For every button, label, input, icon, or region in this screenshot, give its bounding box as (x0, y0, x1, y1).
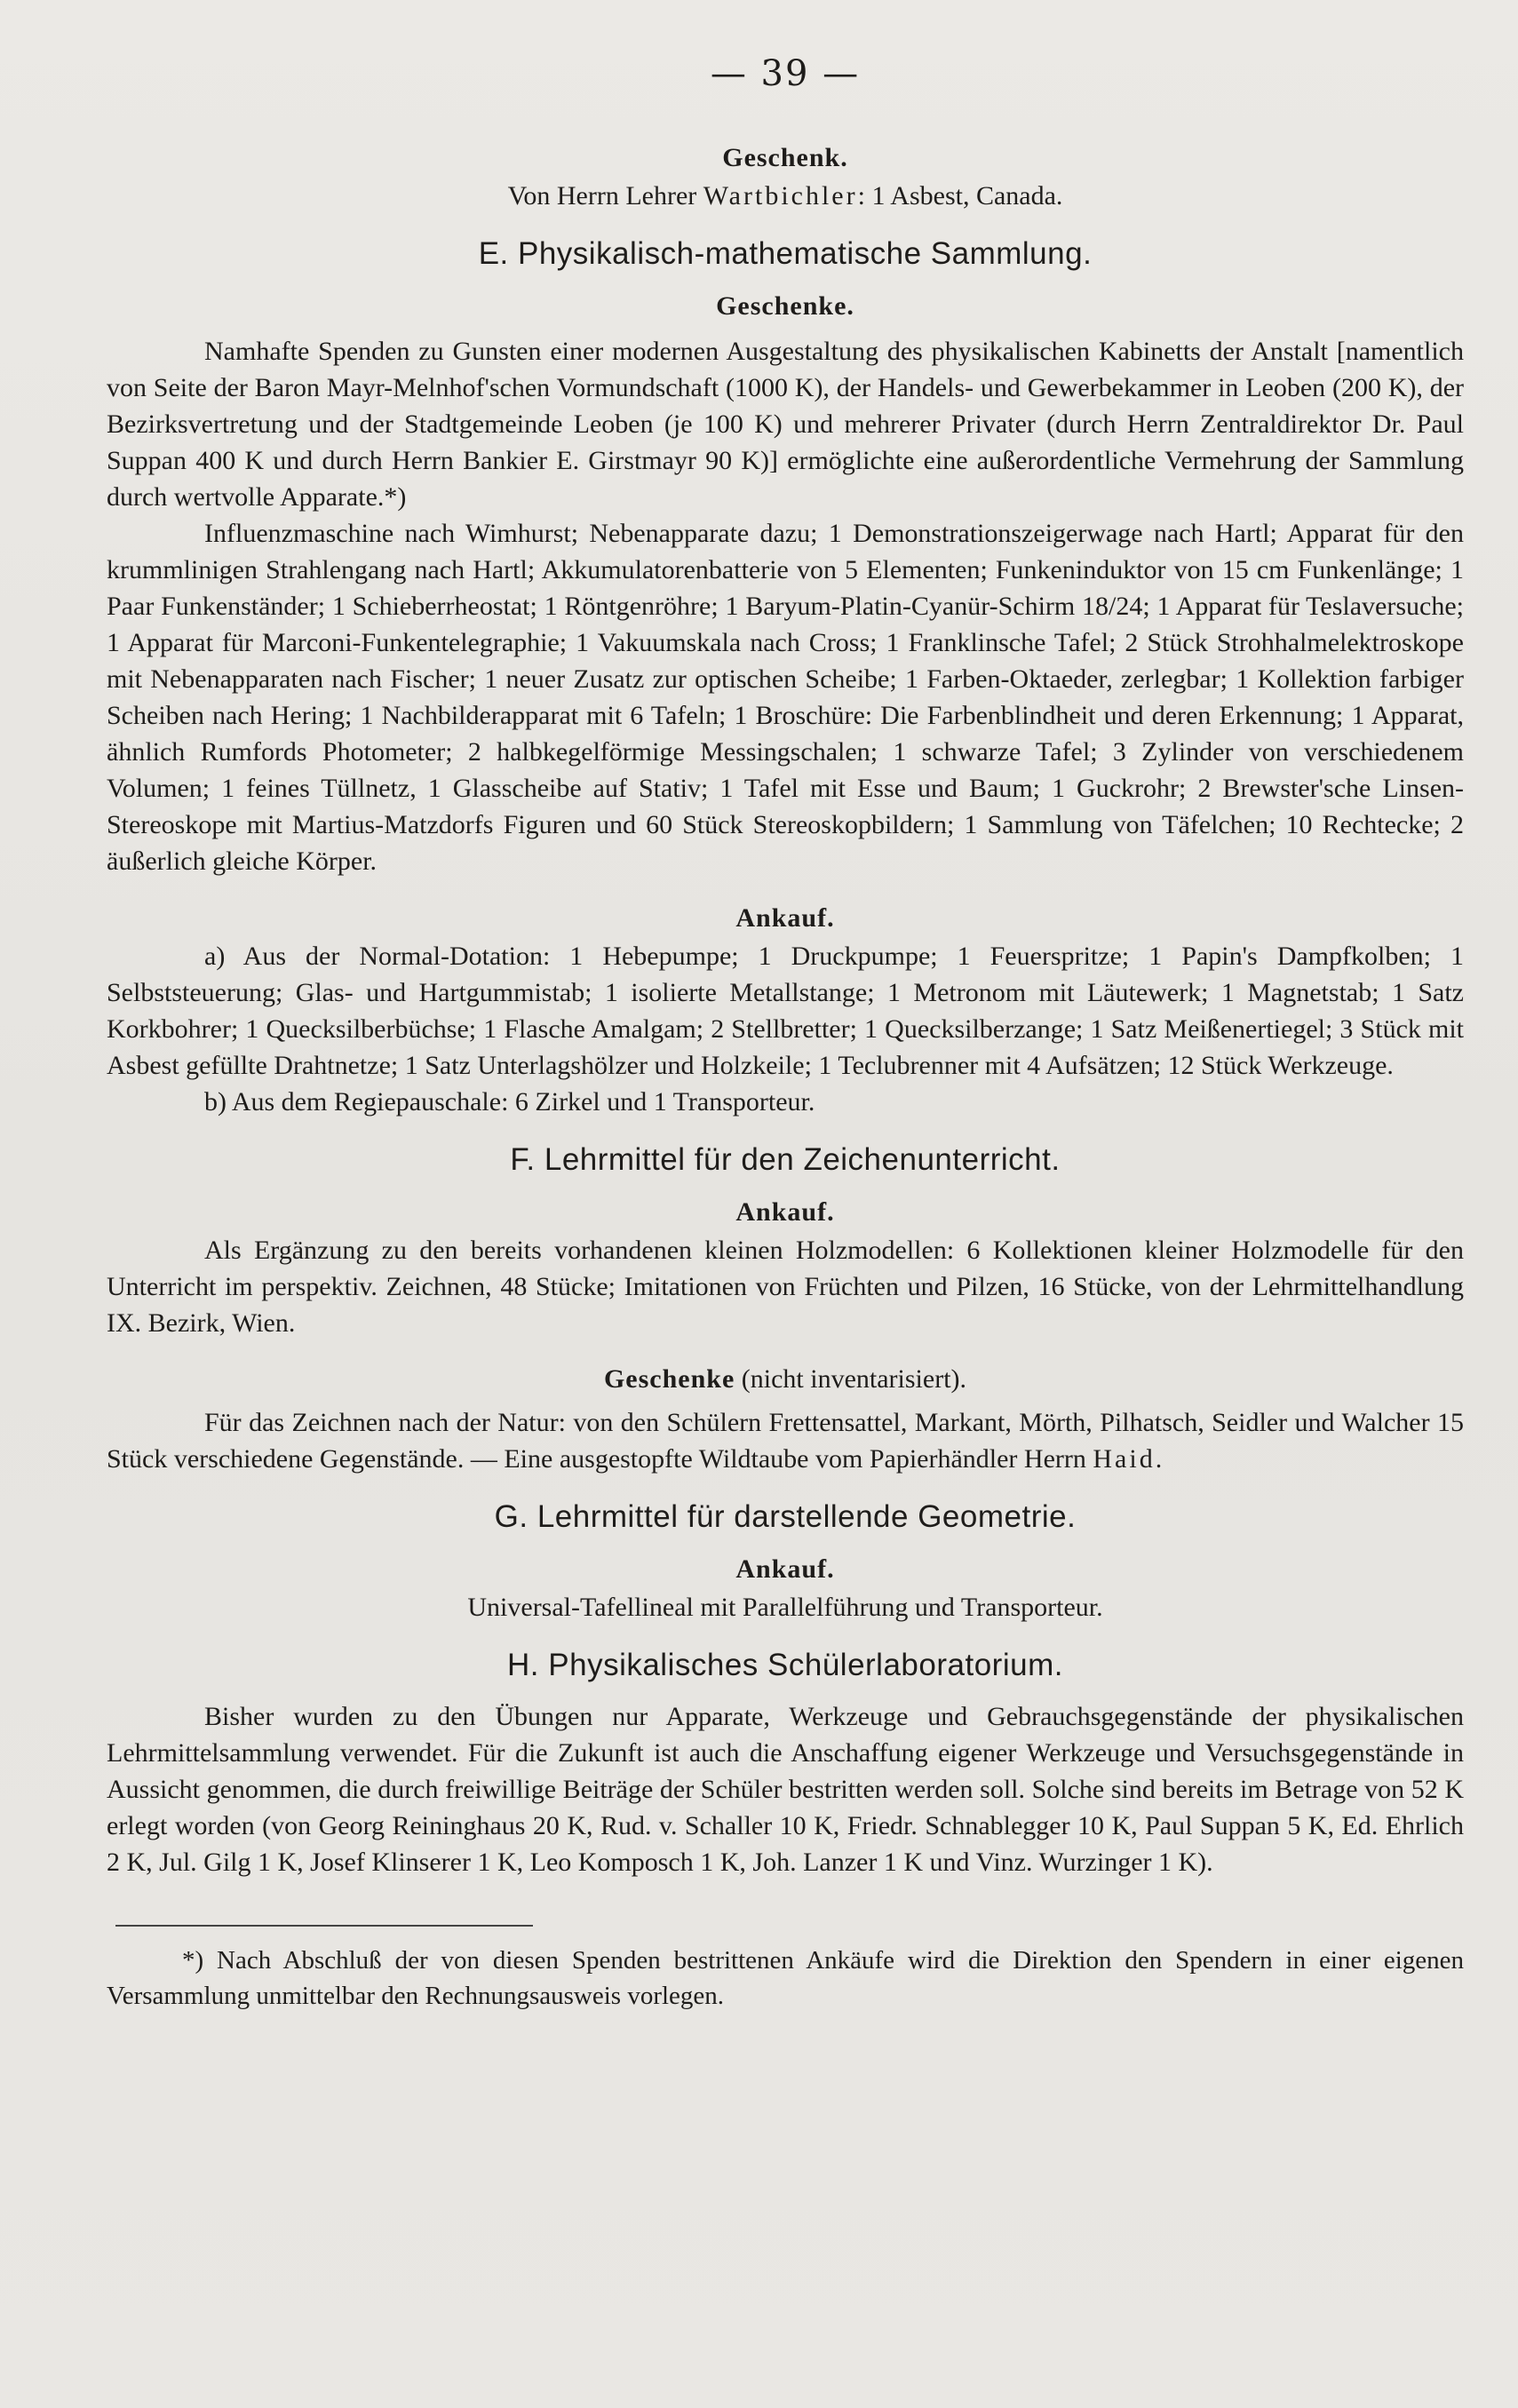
section-e-para2: Influenzmaschine nach Wimhurst; Nebenapparate dazu; 1 Demonstrationszeigerwage nach Hartl; Apparat für den krummlinigen Strahlengang nach Hartl; Akkumulatorenbatterie von 5 Elementen; Funkeninduktor von 15 cm Funkenlänge; 1 Paar Funkenständer; 1 Schieberrheostat; 1 Röntgenröhre; 1 Baryum-Platin-Cyanür-Schirm 18/24; 1 Apparat für Teslaversuche; 1 Apparat für Marconi-Funkentelegraphie; 1 Vakuumskala nach Cross; 1 Franklinsche Tafel; 2 Stück Strohhalmelektroskope mit Nebenapparaten nach Fischer; 1 neuer Zusatz zur optischen Scheibe; 1 Farben-Oktaeder, zerlegbar; 1 Kollektion farbiger Scheiben nach Hering; 1 Nachbilderapparat mit 6 Tafeln; 1 Broschüre: Die Farbenblindheit und deren Erkennung; 1 Apparat, ähnlich Rumfords Photometer; 2 halbkegelförmige Messingschalen; 1 schwarze Tafel; 3 Zylinder von verschiedenem Volumen; 1 feines Tüllnetz, 1 Glasscheibe auf Stativ; 1 Tafel mit Esse und Baum; 1 Guckrohr; 2 Brewster'sche Linsen-Stereoskope mit Martius-Matzdorfs Figuren und 60 Stück Stereoskopbildern; 1 Sammlung von Täfelchen; 10 Rechtecke; 2 äußerlich gleiche Körper. (107, 519, 1464, 876)
section-e-ankauf-b: b) Aus dem Regiepauschale: 6 Zirkel und 1 Transporteur. (204, 1087, 815, 1117)
page-number: — 39 — (710, 53, 861, 94)
section-g-ankauf-text: Universal-Tafellineal mit Parallelführung und Transporteur. (467, 1593, 1103, 1622)
geschenk-prefix: Von Herrn Lehrer (507, 181, 703, 211)
donor-name-haid: Haid (1093, 1444, 1156, 1474)
section-e-ankauf-heading: Ankauf. (735, 903, 835, 933)
section-g-ankauf-heading: Ankauf. (735, 1554, 835, 1584)
footnote: *) Nach Abschluß der von diesen Spenden bestrittenen Ankäufe wird die Direktion den Spendern in einer eigenen Versammlung unmittelbar den Rechnungsausweis vorlegen. (107, 1946, 1464, 2010)
section-f-geschenke-heading: Geschenke (603, 1364, 735, 1394)
section-f-title: F. Lehrmittel für den Zeichenunterricht. (510, 1142, 1061, 1177)
section-f-geschenke-suffix: . (1155, 1444, 1163, 1474)
donor-name-wartbichler: Wartbichler (703, 181, 858, 211)
section-f-ankauf-heading: Ankauf. (735, 1197, 835, 1227)
section-h-title: H. Physikalisches Schülerlaboratorium. (507, 1648, 1063, 1682)
geschenk-heading: Geschenk. (722, 143, 848, 172)
section-f-ankauf-text: Als Ergänzung zu den bereits vorhandenen kleinen Holzmodellen: 6 Kollektionen kleiner Holzmodelle für den Unterricht im perspektiv. Zeichnen, 48 Stücke; Imitationen von Früchten und Pilzen, 16 Stücke, von der Lehrmittelhandlung IX. Bezirk, Wien. (107, 1236, 1464, 1338)
section-e-ankauf-a: a) Aus der Normal-Dotation: 1 Hebepumpe; 1 Druckpumpe; 1 Feuerspritze; 1 Papin's Dampfkolben; 1 Selbststeuerung; Glas- und Hartgummistab; 1 isolierte Metallstange; 1 Metronom mit Läutewerk; 1 Magnetstab; 1 Satz Korkbohrer; 1 Quecksilberbüchse; 1 Flasche Amalgam; 2 Stellbretter; 1 Quecksilberzange; 1 Satz Meißenertiegel; 3 Stück mit Asbest gefüllte Drahtnetze; 1 Satz Unterlagshölzer und Holzkeile; 1 Teclubrenner mit 4 Aufsätzen; 12 Stück Werkzeuge. (107, 942, 1464, 1080)
section-e-title: E. Physikalisch-mathematische Sammlung. (478, 236, 1093, 271)
section-h-text: Bisher wurden zu den Übungen nur Apparate, Werkzeuge und Gebrauchsgegenstände der physikalischen Lehrmittelsammlung verwendet. Für die Zukunft ist auch die Anschaffung eigener Werkzeuge und Versuchsgegenstände in Aussicht genommen, die durch freiwillige Beiträge der Schüler bestritten werden soll. Solche sind bereits im Betrage von 52 K erlegt worden (von Georg Reininghaus 20 K, Rud. v. Schaller 10 K, Friedr. Schnablegger 10 K, Paul Suppan 5 K, Ed. Ehrlich 2 K, Jul. Gilg 1 K, Josef Klinserer 1 K, Leo Komposch 1 K, Joh. Lanzer 1 K und Vinz. Wurzinger 1 K). (107, 1702, 1464, 1877)
section-e-geschenke-heading: Geschenke. (716, 291, 854, 321)
text-column (107, 53, 1464, 2014)
footnote-divider (115, 1925, 533, 1927)
section-f-geschenke-note: (nicht inventarisiert). (735, 1364, 967, 1394)
geschenk-line (107, 178, 1464, 214)
section-f-geschenke-prefix: Für das Zeichnen nach der Natur: von den Schülern Frettensattel, Markant, Mörth, Pilhatsch, Seidler und Walcher 15 Stück verschiedene Gegenstände. — Eine ausgestopfte Wildtaube vom Papierhändler Herrn (107, 1408, 1464, 1474)
section-g-title: G. Lehrmittel für darstellende Geometrie. (494, 1499, 1077, 1534)
section-e-para1: Namhafte Spenden zu Gunsten einer modernen Ausgestaltung des physikalischen Kabinetts der Anstalt [namentlich von Seite der Baron Mayr-Melnhof'schen Vormundschaft (1000 K), der Handels- und Gewerbekammer in Leoben (200 K), der Bezirksvertretung und der Stadtgemeinde Leoben (je 100 K) und mehrerer Privater (durch Herrn Zentraldirektor Dr. Paul Suppan 400 K und durch Herrn Bankier E. Girstmayr 90 K)] ermöglichte eine außerordentliche Vermehrung der Sammlung durch wertvolle Apparate.*) (107, 337, 1464, 512)
section-f-geschenke-text (107, 1404, 1464, 1477)
geschenk-suffix: : 1 Asbest, Canada. (857, 181, 1063, 211)
section-f-geschenke-heading-line (107, 1361, 1464, 1397)
